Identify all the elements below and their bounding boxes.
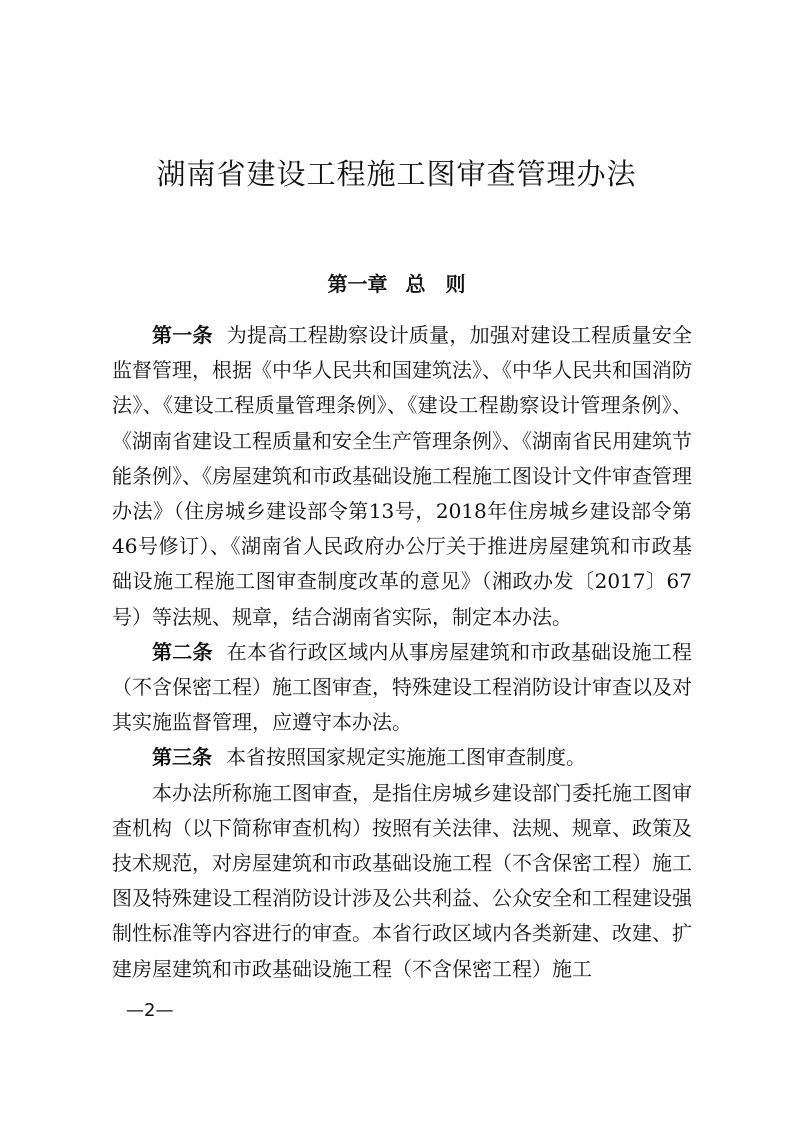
article-label: 第三条: [152, 745, 212, 770]
document-title: 湖南省建设工程施工图审查管理办法: [156, 157, 637, 191]
article-3: [112, 740, 692, 775]
article-label: 第二条: [152, 639, 213, 664]
article-text: 为提高工程勘察设计质量，加强对建设工程质量安全监督管理，根据《中华人民共和国建筑法》、《中华人民共和国消防法》、《建设工程质量管理条例》、《建设工程勘察设计管理条例》、《湖南省建设工程质量和安全生产管理条例》、《湖南省民用建筑节能条例》、《房屋建筑和市政基础设施工程施工图设计文件审查管理办法》（住房城乡建设部令第13号，2018年住房城乡建设部令第46号修订）、《湖南省人民政府办公厅关于推进房屋建筑和市政基础设施工程施工图审查制度改革的意见》（湘政办发〔2017〕67号）等法规、规章，结合湖南省实际，制定本办法。: [112, 323, 693, 629]
article-3-paragraph-2: [112, 776, 692, 987]
page-number: —2—: [126, 1000, 174, 1021]
paragraph-text: 本办法所称施工图审查，是指住房城乡建设部门委托施工图审查机构（以下简称审查机构）按照有关法律、法规、规章、政策及技术规范，对房屋建筑和市政基础设施工程（不含保密工程）施工图及特殊建设工程消防设计涉及公共利益、公众安全和工程建设强制性标准等内容进行的审查。本省行政区域内各类新建、改建、扩建房屋建筑和市政基础设施工程（不含保密工程）施工: [112, 780, 692, 981]
article-label: 第一条: [152, 323, 213, 347]
chapter-heading: [0, 268, 793, 297]
chapter-name: 总 则: [405, 272, 466, 296]
chapter-number: 第一章: [327, 272, 388, 296]
article-2: [112, 635, 692, 741]
article-text: 本省按照国家规定实施施工图审查制度。: [226, 745, 586, 770]
article-text: 在本省行政区域内从事房屋建筑和市政基础设施工程（不含保密工程）施工图审查，特殊建设工程消防设计审查以及对其实施监督管理，应遵守本办法。: [112, 639, 693, 735]
document-body: [112, 318, 692, 987]
article-1: [112, 318, 692, 635]
